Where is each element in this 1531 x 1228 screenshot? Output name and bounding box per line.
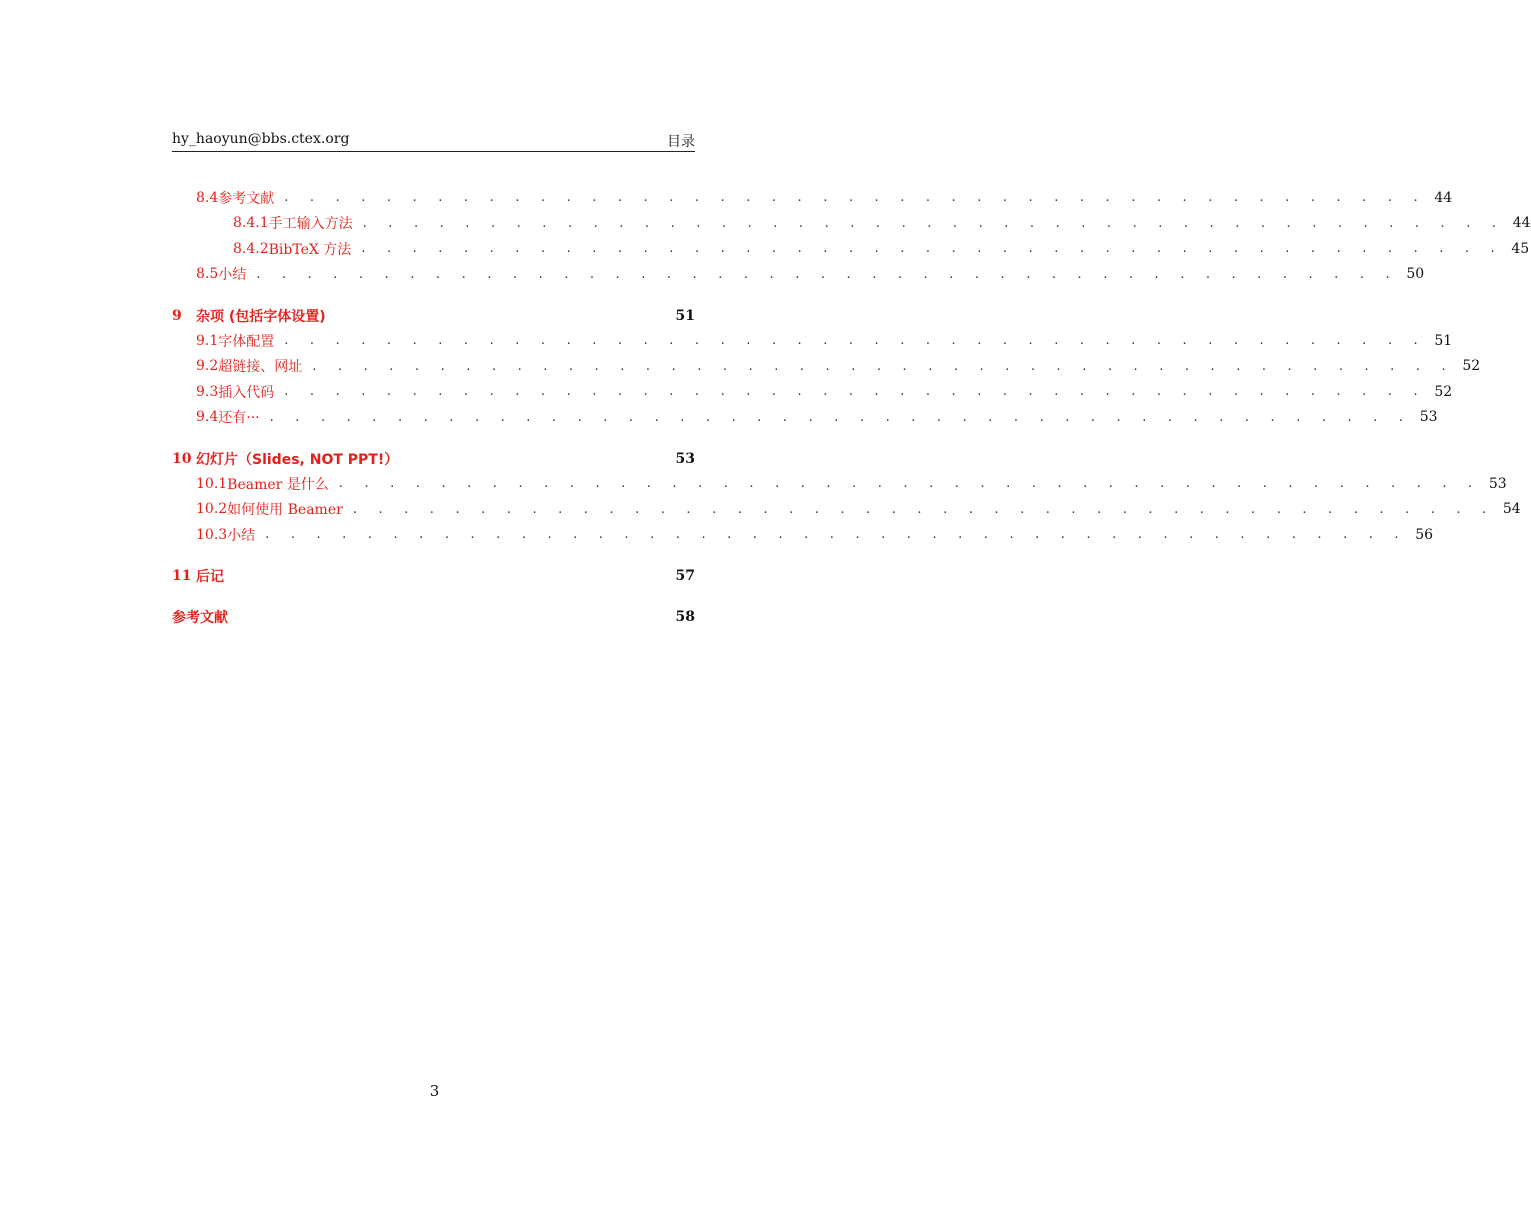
toc-entry[interactable] — [172, 303, 695, 328]
toc-entry-page: 58 — [675, 609, 695, 625]
toc-entry-page: 45 — [1511, 240, 1530, 257]
toc-entry-page: 54 — [1502, 501, 1521, 518]
toc-leader-dots: . . . . . . . . . . . . . . . . . . . . . . . . . . . . . . . . . . . . . . . . . . . . . — [362, 215, 1505, 231]
page-number: 3 — [429, 1082, 440, 1100]
toc-entry-page: 53 — [675, 450, 695, 467]
toc-entry[interactable] — [172, 605, 695, 630]
toc-entry-page: 56 — [1415, 526, 1434, 543]
toc-entry-title[interactable]: BibTeX 方法 — [268, 241, 352, 258]
toc-entry-page: 53 — [1488, 475, 1507, 492]
toc-leader-dots: . . . . . . . . . . . . . . . . . . . . . . . . . . . . . . . . . . . . . . . . . . . . . — [269, 409, 1412, 425]
toc-entry[interactable] — [172, 446, 695, 471]
toc-entry-number[interactable]: 9.4 — [196, 409, 219, 426]
toc-leader-dots: . . . . . . . . . . . . . . . . . . . . . . . . . . . . . . . . . . . . . . . . . . . . . — [361, 241, 1504, 257]
toc-entry[interactable] — [172, 522, 1434, 548]
toc-entry-page: 44 — [1434, 189, 1453, 206]
toc-entry-title[interactable]: 还有··· — [218, 410, 260, 427]
toc-entry-page: 53 — [1419, 409, 1438, 426]
toc-entry[interactable] — [172, 405, 1438, 431]
toc-entry[interactable] — [172, 471, 1507, 497]
toc-entry-number[interactable]: 10.2 — [196, 501, 228, 518]
table-of-contents — [172, 185, 1531, 630]
toc-entry-title[interactable]: 如何使用 Beamer — [227, 502, 343, 519]
toc-entry[interactable] — [172, 497, 1521, 523]
running-header — [172, 131, 695, 152]
toc-entry[interactable] — [172, 236, 1530, 262]
toc-leader-dots: . . . . . . . . . . . . . . . . . . . . . . . . . . . . . . . . . . . . . . . . . . . . . — [284, 190, 1427, 206]
toc-leader-dots: . . . . . . . . . . . . . . . . . . . . . . . . . . . . . . . . . . . . . . . . . . . . . — [338, 476, 1481, 492]
toc-entry-number[interactable]: 11 — [172, 568, 192, 584]
toc-entry[interactable] — [172, 262, 1425, 288]
toc-leader-dots: . . . . . . . . . . . . . . . . . . . . . . . . . . . . . . . . . . . . . . . . . . . . . — [284, 384, 1427, 400]
toc-entry-page: 50 — [1406, 266, 1425, 283]
toc-entry-number[interactable]: 10 — [172, 450, 192, 467]
toc-entry-number[interactable]: 9 — [172, 307, 182, 324]
toc-entry-number[interactable]: 9.3 — [196, 383, 219, 400]
toc-entry[interactable] — [172, 328, 1453, 354]
toc-entry-page: 52 — [1434, 383, 1453, 400]
toc-entry[interactable] — [172, 354, 1481, 380]
toc-leader-dots: . . . . . . . . . . . . . . . . . . . . . . . . . . . . . . . . . . . . . . . . . . . . . — [284, 333, 1427, 349]
header-email: hy_haoyun@bbs.ctex.org — [172, 131, 350, 147]
toc-entry-number[interactable]: 8.5 — [196, 266, 219, 283]
toc-entry-title[interactable]: 杂项 (包括字体设置) — [196, 308, 326, 325]
toc-entry-title[interactable]: 小结 — [218, 267, 247, 284]
toc-entry-page: 44 — [1512, 215, 1531, 232]
header-section-title: 目录 — [667, 134, 695, 150]
toc-entry-number[interactable]: 8.4.1 — [233, 215, 269, 232]
toc-leader-dots: . . . . . . . . . . . . . . . . . . . . . . . . . . . . . . . . . . . . . . . . . . . . . — [256, 266, 1399, 282]
toc-entry[interactable] — [172, 379, 1453, 405]
toc-entry-number[interactable]: 8.4.2 — [233, 240, 269, 257]
toc-leader-dots: . . . . . . . . . . . . . . . . . . . . . . . . . . . . . . . . . . . . . . . . . . . . . — [265, 527, 1408, 543]
toc-entry-title[interactable]: 手工输入方法 — [268, 216, 353, 233]
toc-entry-number[interactable]: 9.2 — [196, 358, 219, 375]
toc-entry-title[interactable]: 后记 — [196, 569, 224, 585]
toc-entry-page: 51 — [1434, 332, 1453, 349]
toc-entry-title[interactable]: 幻灯片（Slides, NOT PPT!） — [196, 451, 399, 468]
toc-entry-title[interactable]: 参考文献 — [218, 190, 275, 207]
toc-entry-page: 52 — [1462, 358, 1481, 375]
toc-entry-number[interactable]: 9.1 — [196, 332, 219, 349]
toc-entry-title[interactable]: 插入代码 — [218, 384, 275, 401]
toc-entry[interactable] — [172, 564, 695, 589]
toc-entry[interactable] — [172, 185, 1453, 211]
toc-entry-page: 57 — [675, 568, 695, 584]
toc-entry-number[interactable]: 10.1 — [196, 475, 228, 492]
toc-entry-title[interactable]: 超链接、网址 — [218, 359, 303, 376]
toc-entry-title[interactable]: 参考文献 — [172, 610, 228, 626]
toc-entry-title[interactable]: Beamer 是什么 — [227, 476, 329, 493]
toc-entry-number[interactable]: 8.4 — [196, 189, 219, 206]
toc-entry-number[interactable]: 10.3 — [196, 526, 228, 543]
toc-entry[interactable] — [172, 211, 1531, 237]
toc-entry-page: 51 — [675, 307, 695, 324]
toc-leader-dots: . . . . . . . . . . . . . . . . . . . . . . . . . . . . . . . . . . . . . . . . . . . . . — [312, 358, 1455, 374]
toc-leader-dots: . . . . . . . . . . . . . . . . . . . . . . . . . . . . . . . . . . . . . . . . . . . . . — [352, 501, 1495, 517]
toc-entry-title[interactable]: 字体配置 — [218, 333, 275, 350]
toc-entry-title[interactable]: 小结 — [227, 527, 256, 544]
